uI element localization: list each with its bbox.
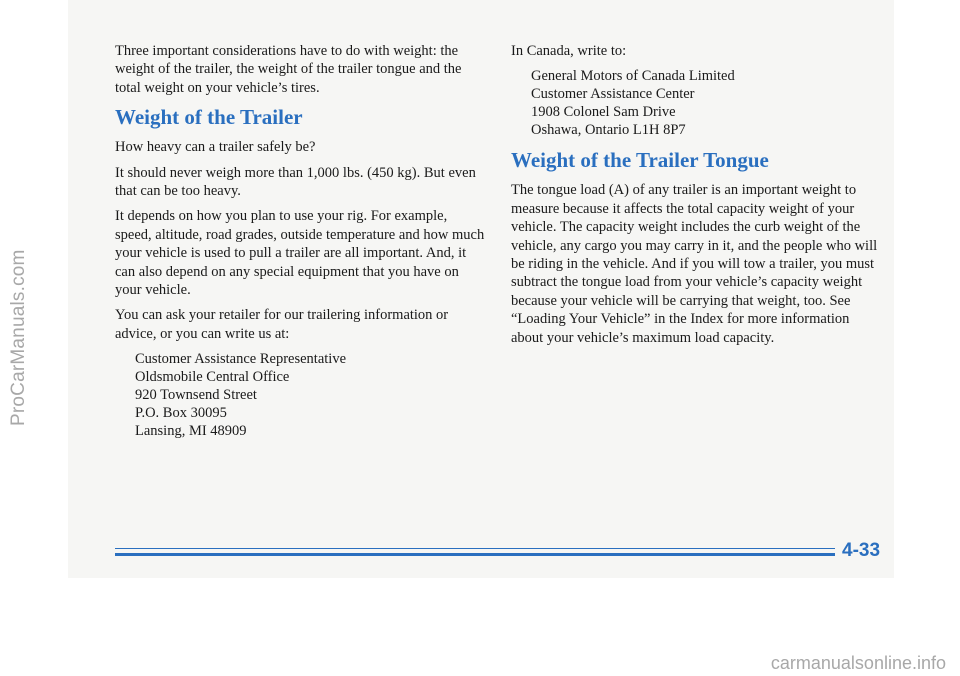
footer-rule-thin bbox=[115, 548, 835, 549]
contact-paragraph: You can ask your retailer for our trailering information or advice, or you can write us at: bbox=[115, 307, 449, 342]
tongue-load-paragraph: The tongue load (A) of any trailer is an important weight to measure because it affects the total capacity weight of your vehicle. The capacity weight includes the curb weight of the vehicle, any cargo you may carry in it, and the people who will be riding in the vehicle. And if you will tow a trailer, you must subtract the tongue load from your vehicle’s capacity weight because your vehicle will be carrying that weight, too. See “Loading Your Vehicle” in the Index for more information about your vehicle’s maximum load capacity. bbox=[511, 182, 878, 346]
address-line: Lansing, MI 48909 bbox=[135, 423, 247, 440]
address-line: Customer Assistance Representative bbox=[135, 351, 347, 368]
tongue-weight-heading: Weight of the Trailer Tongue bbox=[511, 148, 769, 173]
depends-paragraph: It depends on how you plan to use your rig. For example, speed, altitude, road grades, outside temperature and how much your vehicle is used to pull a trailer are all important. And, it can also depend on any special equipment that you have on your vehicle. bbox=[115, 208, 485, 299]
canada-intro: In Canada, write to: bbox=[511, 43, 627, 59]
trailer-weight-heading: Weight of the Trailer bbox=[115, 105, 303, 130]
bottom-watermark: carmanualsonline.info bbox=[770, 653, 946, 673]
right-column bbox=[511, 42, 883, 354]
max-weight-paragraph: It should never weigh more than 1,000 lbs. (450 kg). But even that can be too heavy. bbox=[115, 164, 476, 200]
side-watermark: ProCarManuals.com bbox=[8, 249, 29, 427]
address-line: 920 Townsend Street bbox=[135, 387, 257, 404]
address-line: Oldsmobile Central Office bbox=[135, 369, 290, 386]
us-address-block bbox=[115, 350, 487, 440]
address-line: Customer Assistance Center bbox=[531, 86, 695, 103]
page-number: 4-33 bbox=[842, 540, 881, 561]
address-line: P.O. Box 30095 bbox=[135, 405, 227, 422]
canada-address-block bbox=[511, 67, 883, 139]
address-line: 1908 Colonel Sam Drive bbox=[531, 104, 676, 121]
address-line: General Motors of Canada Limited bbox=[531, 68, 735, 85]
question-paragraph: How heavy can a trailer safely be? bbox=[115, 139, 316, 156]
address-line: Oshawa, Ontario L1H 8P7 bbox=[531, 122, 686, 139]
footer-rule-thick bbox=[115, 553, 835, 556]
intro-paragraph: Three important considerations have to do with weight: the weight of the trailer, the weight of the trailer tongue and the total weight on your vehicle’s tires. bbox=[115, 43, 462, 96]
left-column bbox=[115, 42, 487, 448]
